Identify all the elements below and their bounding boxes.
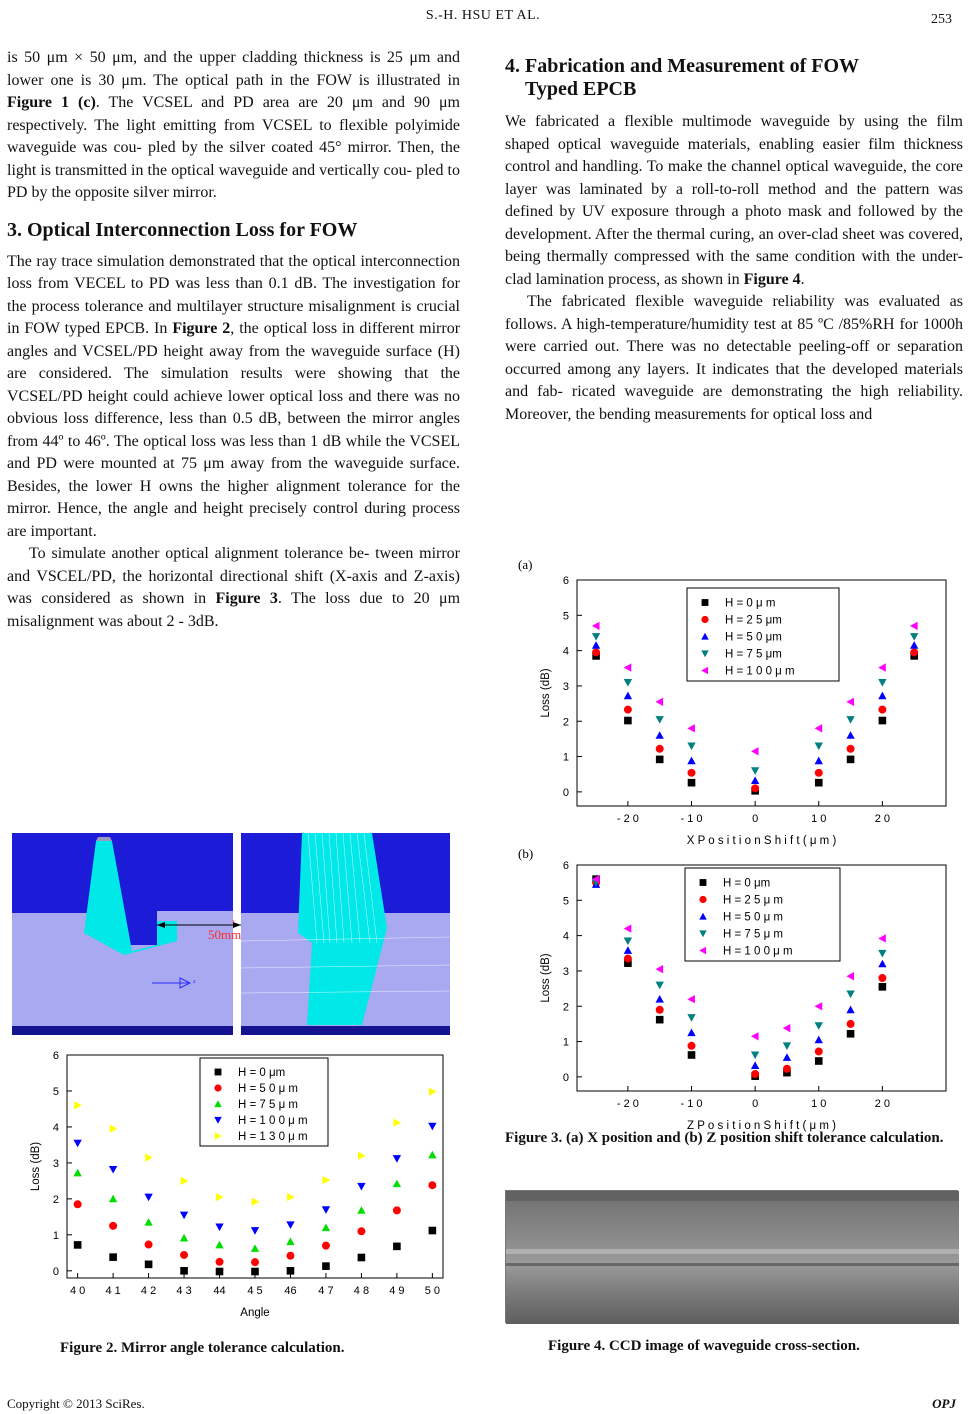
data-point xyxy=(815,1002,823,1010)
data-point xyxy=(109,1166,117,1174)
y-tick-label: 6 xyxy=(562,860,569,872)
data-point xyxy=(847,756,855,764)
data-point xyxy=(815,769,823,777)
y-tick-label: 4 xyxy=(52,1121,59,1134)
data-point xyxy=(815,1036,823,1044)
y-tick-label: 2 xyxy=(562,716,569,729)
y-tick-label: 5 xyxy=(562,895,569,908)
paragraph: The fabricated flexible waveguide reliability was evaluated as follows. A high-temperature/humidity test at 85 ºC /85%RH for 1000h were carried out. There was no detectable peeling-off or separation occurred among any layers. It indicates that the developed materials and fab- ricated waveguide are demonstrating the high reliability. Moreover, the bending measurements for optical loss and xyxy=(505,293,963,423)
data-point xyxy=(879,717,887,725)
paragraph xyxy=(7,543,460,633)
data-point xyxy=(251,1227,259,1235)
x-tick-label: - 1 0 xyxy=(680,813,703,825)
data-point xyxy=(751,776,759,784)
data-point xyxy=(751,747,759,755)
data-point xyxy=(751,767,759,775)
data-point xyxy=(687,1014,695,1022)
data-point xyxy=(215,1224,223,1232)
legend-entry: H = 1 0 0 μ m xyxy=(238,1115,308,1127)
x-tick-label: 4 1 xyxy=(105,1285,121,1297)
legend-marker xyxy=(700,879,707,886)
data-point xyxy=(624,924,632,932)
figure-2-chart xyxy=(0,1040,460,1330)
data-point xyxy=(144,1218,152,1226)
data-point xyxy=(656,731,664,739)
ccd-drawing xyxy=(506,1191,959,1324)
data-point xyxy=(74,1101,82,1109)
data-point xyxy=(181,1177,189,1185)
y-tick-label: 2 xyxy=(52,1193,59,1206)
data-point xyxy=(910,622,918,630)
journal-abbrev: OPJ xyxy=(932,1396,956,1411)
copyright: Copyright © 2013 SciRes. xyxy=(7,1396,145,1411)
data-point xyxy=(109,1253,117,1261)
data-point xyxy=(656,698,664,706)
data-point xyxy=(815,1057,823,1065)
text: We fabricated a flexible multimode waveguide by using the film shaped optical waveguide materials, enabling easier film thickness control and handling. To make the channel optical waveguide, the core layer was laminated by a roll-to-roll method and the pattern was defined by UV exposure through a photo mask and followed by the development. After the thermal curing, an over-clad sheet was covered, being thermally compressed with the same condition with the under-clad lamination process, as shown in xyxy=(505,113,963,288)
chart-fig3b-svg xyxy=(505,840,963,1132)
figure-ref: Figure 1 (c) xyxy=(7,94,96,111)
legend-entry: H = 2 5 μ m xyxy=(723,894,783,907)
data-point xyxy=(624,955,632,963)
data-point xyxy=(109,1195,117,1203)
data-point xyxy=(592,648,600,656)
data-point xyxy=(109,1222,117,1230)
data-point xyxy=(878,679,886,687)
y-tick-label: 5 xyxy=(52,1085,59,1098)
figure-ref: Figure 4 xyxy=(743,270,801,288)
legend-entry: H = 1 0 0 μ m xyxy=(725,665,795,678)
data-point xyxy=(656,995,664,1003)
data-point xyxy=(286,1252,294,1260)
y-tick-label: 2 xyxy=(562,1001,569,1014)
data-point xyxy=(180,1267,188,1275)
data-point xyxy=(358,1254,366,1262)
y-tick-label: 0 xyxy=(562,1071,569,1084)
x-tick-label: 4 7 xyxy=(318,1285,334,1297)
data-point xyxy=(846,972,854,980)
data-point xyxy=(656,1016,664,1024)
y-tick-label: 1 xyxy=(52,1229,59,1242)
y-tick-label: 0 xyxy=(52,1265,59,1278)
y-tick-label: 6 xyxy=(52,1050,59,1062)
data-point xyxy=(251,1268,259,1276)
legend-marker xyxy=(215,1069,222,1076)
ray-trace-drawing xyxy=(12,833,450,1035)
data-point xyxy=(393,1118,401,1126)
data-point xyxy=(286,1221,294,1229)
data-point xyxy=(783,1065,791,1073)
data-point xyxy=(110,1125,118,1133)
data-point xyxy=(910,641,918,649)
data-point xyxy=(592,633,600,641)
data-point xyxy=(878,934,886,942)
y-axis-label: Loss (dB) xyxy=(540,953,552,1003)
page-number: 253 xyxy=(931,12,952,27)
data-point xyxy=(624,946,632,954)
data-point xyxy=(429,1088,437,1096)
data-point xyxy=(144,1194,152,1202)
ray-trace-image xyxy=(12,833,450,1035)
data-point xyxy=(287,1267,295,1275)
data-point xyxy=(751,784,759,792)
heading-line: Typed EPCB xyxy=(525,78,637,100)
data-point xyxy=(74,1200,82,1208)
paragraph xyxy=(7,251,460,544)
y-tick-label: 3 xyxy=(562,680,569,693)
heading-line: 4. Fabrication and Measurement of FOW xyxy=(505,55,860,77)
data-point xyxy=(846,990,854,998)
data-point xyxy=(287,1193,295,1201)
y-tick-label: 3 xyxy=(562,965,569,978)
figure-2-caption: Figure 2. Mirror angle tolerance calculation. xyxy=(60,1340,345,1356)
data-point xyxy=(624,679,632,687)
data-point xyxy=(322,1262,330,1270)
data-point xyxy=(358,1152,366,1160)
legend-marker xyxy=(702,599,709,606)
data-point xyxy=(180,1251,188,1259)
data-point xyxy=(687,995,695,1003)
x-tick-label: - 2 0 xyxy=(616,813,639,825)
data-point xyxy=(251,1258,259,1266)
data-point xyxy=(815,1022,823,1030)
y-tick-label: 1 xyxy=(562,1036,569,1049)
data-point xyxy=(751,1070,759,1078)
y-tick-label: 4 xyxy=(562,930,569,943)
figure-3a-chart xyxy=(505,555,963,847)
data-point xyxy=(73,1169,81,1177)
data-point xyxy=(878,950,886,958)
legend-entry: H = 0 μ m xyxy=(725,597,776,610)
data-point xyxy=(751,1061,759,1069)
data-point xyxy=(815,1047,823,1055)
x-axis-label: X P o s i t i o n S h i f t ( μ m ) xyxy=(686,835,837,847)
x-axis-label: Z P o s i t i o n S h i f t ( μ m ) xyxy=(687,1120,836,1132)
x-tick-label: 44 xyxy=(213,1285,226,1297)
x-tick-label: 1 0 xyxy=(811,1098,827,1110)
data-point xyxy=(393,1155,401,1163)
x-tick-label: 4 9 xyxy=(389,1285,405,1297)
data-point xyxy=(656,745,664,753)
axis-label-z: z xyxy=(193,979,196,985)
x-tick-label: 2 0 xyxy=(874,813,891,825)
legend-entry: H = 2 5 μm xyxy=(725,614,782,627)
data-point xyxy=(322,1206,330,1214)
data-point xyxy=(216,1268,224,1276)
data-series xyxy=(74,1181,437,1266)
text: . The loss due to 20 μm misalignment was about 2 - 3dB. xyxy=(7,590,461,630)
data-point xyxy=(216,1193,224,1201)
data-point xyxy=(428,1151,436,1159)
x-tick-label: 4 0 xyxy=(69,1285,86,1297)
x-tick-label: 4 5 xyxy=(247,1285,263,1297)
data-point xyxy=(74,1241,82,1249)
data-point xyxy=(429,1227,437,1235)
data-point xyxy=(624,938,632,946)
x-tick-label: - 2 0 xyxy=(616,1098,639,1110)
data-point xyxy=(656,1006,664,1014)
ccd-image xyxy=(505,1190,958,1323)
data-point xyxy=(216,1258,224,1266)
data-point xyxy=(286,1237,294,1245)
data-point xyxy=(428,1181,436,1189)
data-point xyxy=(846,698,854,706)
text: . xyxy=(800,270,805,288)
legend-entry: H = 7 5 μ m xyxy=(723,928,783,941)
data-point xyxy=(783,1042,791,1050)
x-tick-label: 4 2 xyxy=(140,1285,157,1297)
chart-fig2-svg xyxy=(0,1040,460,1330)
data-point xyxy=(910,633,918,641)
data-point xyxy=(393,1180,401,1188)
data-point xyxy=(145,1153,153,1161)
y-tick-label: 5 xyxy=(562,610,569,623)
data-point xyxy=(215,1241,223,1249)
y-tick-label: 4 xyxy=(562,645,569,658)
figure-3-caption: Figure 3. (a) X position and (b) Z position shift tolerance calculation. xyxy=(505,1130,944,1146)
legend-entry: H = 5 0 μm xyxy=(725,631,782,644)
legend-marker xyxy=(701,616,708,623)
data-point xyxy=(145,1241,153,1249)
data-point xyxy=(846,1006,854,1014)
data-point xyxy=(878,692,886,700)
y-axis-label: Loss (dB) xyxy=(540,668,552,718)
x-tick-label: - 1 0 xyxy=(680,1098,703,1110)
x-tick-label: 0 xyxy=(752,813,759,825)
right-column xyxy=(505,55,963,426)
y-tick-label: 3 xyxy=(52,1157,59,1170)
legend-entry: H = 1 0 0 μ m xyxy=(723,945,793,958)
legend-marker xyxy=(699,896,706,903)
legend-entry: H = 1 3 0 μ m xyxy=(238,1131,308,1143)
section-heading: 3. Optical Interconnection Loss for FOW xyxy=(7,218,358,241)
panel-label: (b) xyxy=(518,846,534,861)
text: The ray trace simulation demonstrated that the optical interconnection loss from VECEL to PD was less than 0.1 dB. The investigation for the process tolerance and multilayer structure misalignment is crucial in FOW typed EPCB. In xyxy=(7,252,460,337)
running-head: S.-H. HSU ET AL. xyxy=(425,8,541,23)
data-point xyxy=(428,1123,436,1131)
text: To simulate another optical alignment tolerance be- tween mirror and VSCEL/PD, the horizontal directional shift (X-axis and Z-axis) was considered as shown in xyxy=(7,545,460,607)
data-point xyxy=(592,622,600,630)
data-point xyxy=(656,965,664,973)
data-point xyxy=(878,663,886,671)
legend-entry: H = 0 μm xyxy=(723,877,771,890)
page-header xyxy=(0,8,966,30)
data-point xyxy=(322,1242,330,1250)
axis-label-x: x xyxy=(232,919,235,925)
data-point xyxy=(687,757,695,765)
legend-entry: H = 5 0 μ m xyxy=(238,1083,298,1095)
x-tick-label: 46 xyxy=(284,1285,297,1297)
data-point xyxy=(847,745,855,753)
data-point xyxy=(357,1227,365,1235)
y-tick-label: 6 xyxy=(562,575,569,587)
chart-fig3a-svg xyxy=(505,555,963,847)
data-point xyxy=(145,1261,153,1269)
data-point xyxy=(878,974,886,982)
figure-ref: Figure 2 xyxy=(172,320,231,337)
data-point xyxy=(783,1024,791,1032)
data-point xyxy=(180,1234,188,1242)
data-point xyxy=(357,1183,365,1191)
data-point xyxy=(323,1176,331,1184)
data-point xyxy=(393,1206,401,1214)
data-point xyxy=(815,743,823,751)
text: . The VCSEL and PD area are 20 μm and 90 μm respectively. The light emitting from VCSEL to flexible polyimide waveguide was cou- pled by the silver coated 45° mirror. Then, the light is transmitted in the optical waveguide and vertically cou- pled to PD by the opposite silver mirror. xyxy=(7,94,460,201)
data-point xyxy=(847,1020,855,1028)
data-point xyxy=(687,743,695,751)
data-point xyxy=(322,1223,330,1231)
x-axis-label: Angle xyxy=(240,1307,270,1319)
data-point xyxy=(656,982,664,990)
text: , the optical loss in different mirror angles and VCSEL/PD height away from the waveguide surface (H) are considered. The simulation results were showing that the VCSEL/PD height could achieve lower optical loss and there was no obvious loss difference, less than 0.5 dB, between the mirror angles from 44º to 46º. The optical loss was less than 1 dB while the VCSEL and PD were mounted at 75 μm away from the waveguide surface. Besides, the lower H owns the higher alignment tolerance for the mirror. Hence, the angle and height precisely control during process are important. xyxy=(7,320,461,540)
data-point xyxy=(879,983,887,991)
dimension-label: 50mm xyxy=(208,927,242,942)
y-tick-label: 0 xyxy=(562,786,569,799)
data-point xyxy=(393,1243,401,1251)
text: is 50 μm × 50 μm, and the upper cladding thickness is 25 μm and lower one is 30 μm. The optical path in the FOW is illustrated in xyxy=(7,49,460,89)
data-point xyxy=(846,731,854,739)
data-point xyxy=(687,1029,695,1037)
legend-marker xyxy=(214,1084,221,1091)
data-point xyxy=(783,1053,791,1061)
figure-3b-chart xyxy=(505,840,963,1132)
data-point xyxy=(656,716,664,724)
left-column xyxy=(7,47,460,633)
legend-entry: H = 5 0 μ m xyxy=(723,911,783,924)
x-tick-label: 5 0 xyxy=(424,1285,441,1297)
legend-entry: H = 7 5 μ m xyxy=(238,1099,298,1111)
data-point xyxy=(878,960,886,968)
data-point xyxy=(357,1206,365,1214)
data-point xyxy=(624,706,632,714)
y-tick-label: 1 xyxy=(562,751,569,764)
figure-4-caption: Figure 4. CCD image of waveguide cross-section. xyxy=(548,1338,860,1354)
data-point xyxy=(815,757,823,765)
data-point xyxy=(688,1051,696,1059)
section-heading xyxy=(505,55,963,101)
data-point xyxy=(688,769,696,777)
data-point xyxy=(751,1052,759,1060)
paragraph xyxy=(7,47,460,205)
data-point xyxy=(847,1030,855,1038)
data-point xyxy=(846,716,854,724)
paragraph xyxy=(505,111,963,291)
data-point xyxy=(878,706,886,714)
figure-ref: Figure 3 xyxy=(215,590,278,607)
x-tick-label: 4 8 xyxy=(353,1285,370,1297)
x-tick-label: 4 3 xyxy=(176,1285,192,1297)
data-point xyxy=(252,1198,260,1206)
data-point xyxy=(624,692,632,700)
x-tick-label: 0 xyxy=(752,1098,759,1110)
y-axis-label: Loss (dB) xyxy=(30,1141,42,1192)
legend-entry: H = 7 5 μm xyxy=(725,648,782,661)
data-point xyxy=(592,641,600,649)
panel-label: (a) xyxy=(518,557,533,572)
data-point xyxy=(624,717,632,725)
data-point xyxy=(815,724,823,732)
data-point xyxy=(910,648,918,656)
data-point xyxy=(180,1212,188,1220)
x-tick-label: 2 0 xyxy=(874,1098,891,1110)
data-point xyxy=(656,756,664,764)
data-point xyxy=(815,779,823,787)
data-point xyxy=(688,1042,696,1050)
data-point xyxy=(751,1032,759,1040)
data-point xyxy=(688,779,696,787)
data-point xyxy=(73,1140,81,1148)
data-point xyxy=(251,1244,259,1252)
data-point xyxy=(624,663,632,671)
x-tick-label: 1 0 xyxy=(811,813,827,825)
data-point xyxy=(687,724,695,732)
legend-entry: H = 0 μm xyxy=(238,1067,286,1079)
